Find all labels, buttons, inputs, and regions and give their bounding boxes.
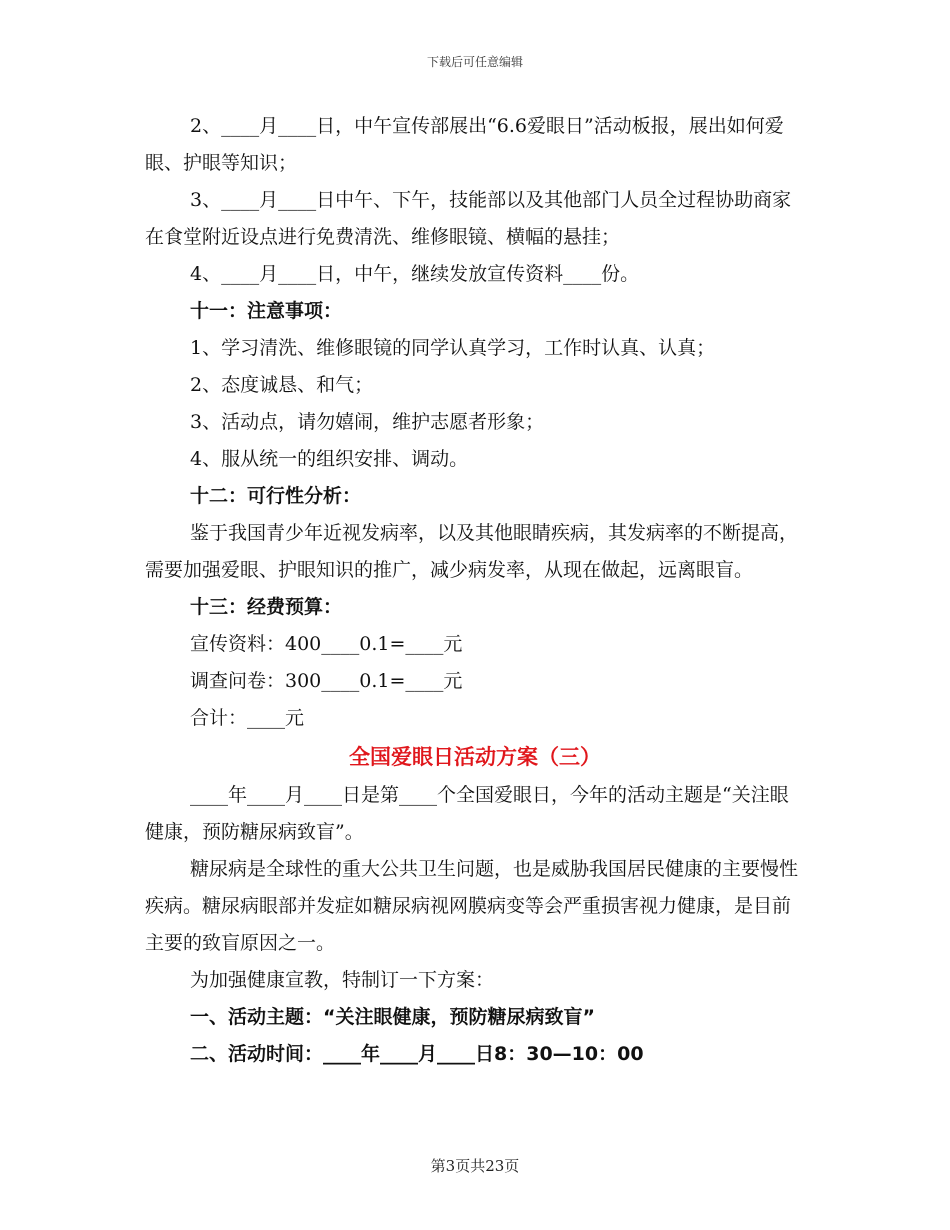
paragraph: ____年____月____日是第____个全国爱眼日，今年的活动主题是“关注眼健康，预防糖尿病致盲”。 <box>145 784 789 843</box>
paragraph: 3、____月____日中午、下午，技能部以及其他部门人员全过程协助商家在食堂附近设点进行免费清洗、维修眼镜、横幅的悬挂； <box>145 189 792 248</box>
budget-line: 宣传资料：400____0.1=____元 <box>190 633 463 655</box>
section-heading: 二、活动时间：____年____月____日8：30—10：00 <box>190 1043 644 1065</box>
list-item: 4、服从统一的组织安排、调动。 <box>190 448 469 470</box>
section-heading: 十二：可行性分析： <box>190 485 362 507</box>
budget-total: 合计：____元 <box>190 707 305 729</box>
list-item: 2、态度诚恳、和气； <box>190 374 374 396</box>
paragraph: 糖尿病是全球性的重大公共卫生问题，也是威胁我国居民健康的主要慢性疾病。糖尿病眼部并发症如糖尿病视网膜病变等会严重损害视力健康，是目前主要的致盲原因之一。 <box>145 858 799 954</box>
section-heading: 十一：注意事项： <box>190 300 343 322</box>
list-item: 1、学习清洗、维修眼镜的同学认真学习，工作时认真、认真； <box>190 337 716 359</box>
budget-line: 调查问卷：300____0.1=____元 <box>190 670 463 692</box>
list-item: 3、活动点，请勿嬉闹，维护志愿者形象； <box>190 411 545 433</box>
document-title: 全国爱眼日活动方案（三） <box>349 745 601 769</box>
paragraph: 4、____月____日，中午，继续发放宣传资料____份。 <box>190 263 640 285</box>
paragraph: 为加强健康宣教，特制订一下方案： <box>190 969 495 991</box>
section-heading: 一、活动主题：“关注眼健康，预防糖尿病致盲” <box>190 1006 595 1028</box>
paragraph: 鉴于我国青少年近视发病率，以及其他眼睛疾病，其发病率的不断提高，需要加强爱眼、护眼知识的推广，减少病发率，从现在做起，远离眼盲。 <box>145 522 799 581</box>
page-header: 下载后可任意编辑 <box>426 55 523 69</box>
section-heading: 十三：经费预算： <box>190 596 343 618</box>
paragraph: 2、____月____日，中午宣传部展出“6.6爱眼日”活动板报，展出如何爱眼、护眼等知识； <box>145 115 784 174</box>
document-body <box>145 108 805 1073</box>
page-footer: 第3页共23页 <box>430 1157 520 1175</box>
